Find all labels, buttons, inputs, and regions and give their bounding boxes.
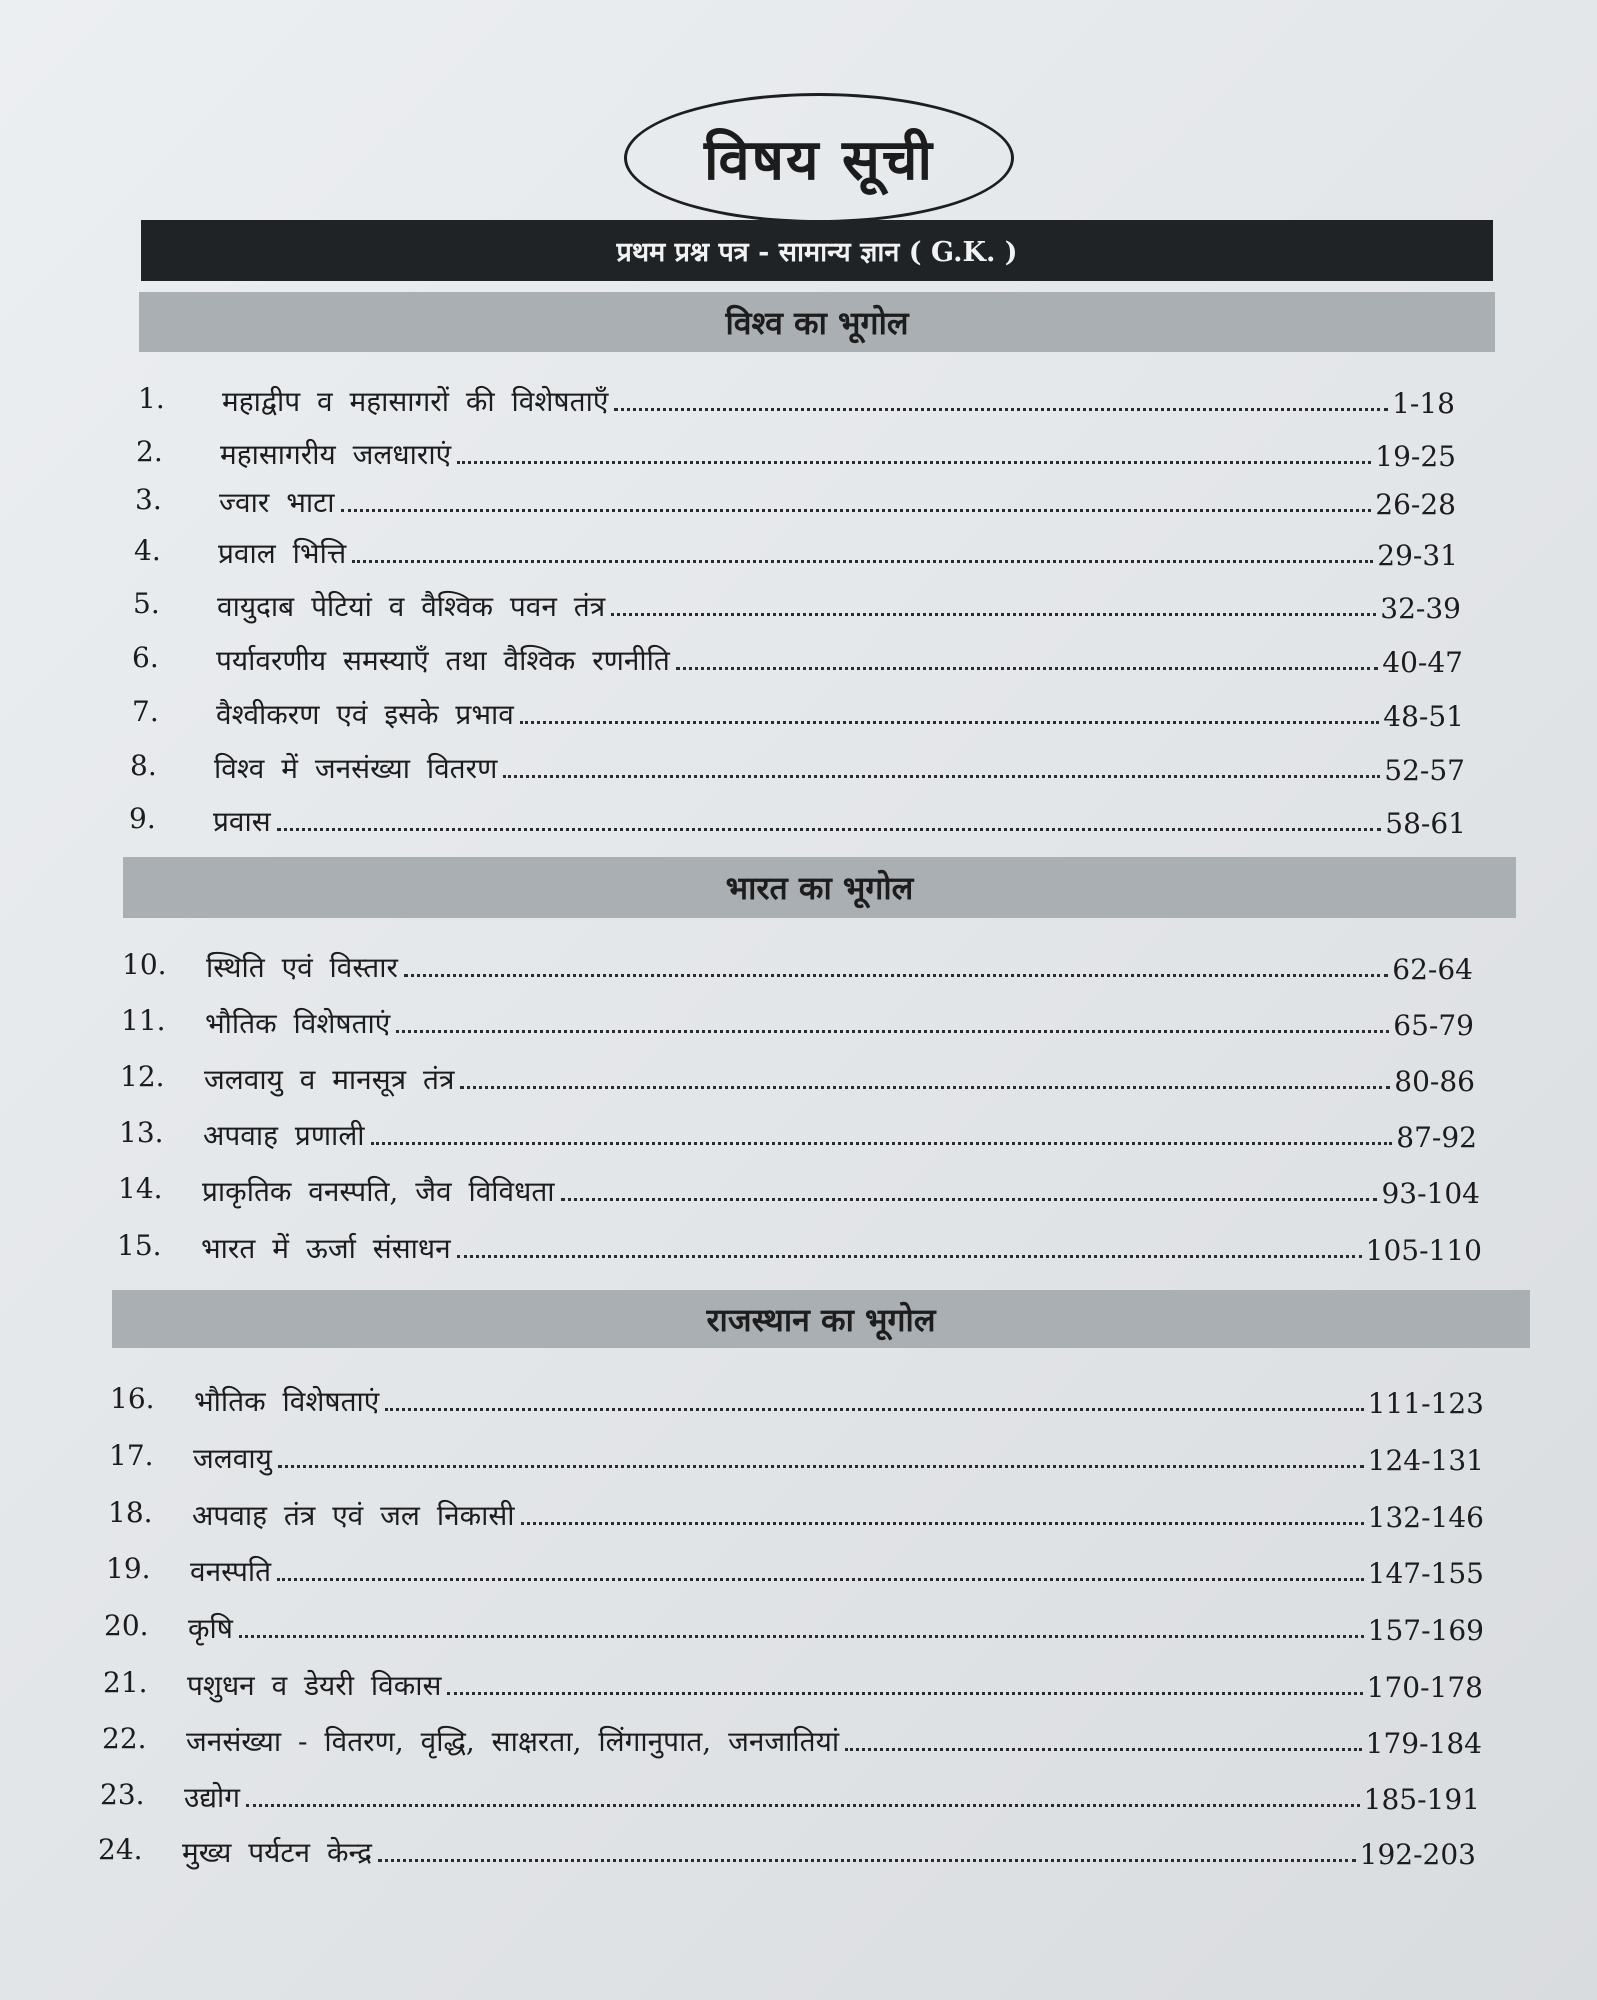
entry-pages: 26-28 bbox=[1375, 488, 1456, 521]
entry-number: 21. bbox=[103, 1666, 148, 1699]
toc-entry[interactable] bbox=[102, 1716, 1482, 1760]
entry-number: 16. bbox=[110, 1382, 155, 1415]
dot-leader bbox=[845, 1748, 1362, 1751]
toc-entry[interactable] bbox=[98, 1827, 1476, 1871]
dot-leader bbox=[371, 1142, 1393, 1145]
entry-pages: 1-18 bbox=[1392, 387, 1455, 420]
entry-pages: 80-86 bbox=[1394, 1065, 1475, 1098]
entry-title: जनसंख्या - वितरण, वृद्धि, साक्षरता, लिंगानुपात, जनजातियां bbox=[186, 1725, 840, 1758]
dot-leader bbox=[239, 1635, 1364, 1638]
dot-leader bbox=[447, 1692, 1362, 1695]
entry-number: 18. bbox=[108, 1496, 153, 1529]
dot-leader bbox=[561, 1198, 1378, 1201]
dot-leader bbox=[614, 408, 1388, 411]
dot-leader bbox=[378, 1859, 1356, 1862]
entry-pages: 62-64 bbox=[1392, 953, 1473, 986]
entry-pages: 87-92 bbox=[1396, 1121, 1477, 1154]
dot-leader bbox=[521, 1522, 1364, 1525]
section-heading-india: भारत का भूगोल bbox=[123, 857, 1516, 918]
entry-title: उद्योग bbox=[184, 1781, 241, 1814]
entry-number: 13. bbox=[119, 1116, 164, 1149]
entry-title: ज्वार भाटा bbox=[219, 486, 335, 519]
toc-entry[interactable] bbox=[106, 1546, 1484, 1590]
section-heading-world: विश्व का भूगोल bbox=[139, 292, 1495, 352]
entry-title: वनस्पति bbox=[190, 1555, 272, 1588]
toc-entry[interactable] bbox=[118, 1166, 1480, 1210]
entry-pages: 40-47 bbox=[1382, 646, 1463, 679]
entry-pages: 185-191 bbox=[1363, 1783, 1480, 1816]
toc-entry[interactable] bbox=[117, 1223, 1482, 1267]
toc-entry[interactable] bbox=[132, 689, 1464, 733]
entry-number: 5. bbox=[133, 587, 160, 620]
entry-title: विश्व में जनसंख्या वितरण bbox=[214, 752, 498, 785]
toc-entry[interactable] bbox=[119, 1110, 1477, 1154]
entry-pages: 52-57 bbox=[1384, 754, 1465, 787]
toc-entry[interactable] bbox=[133, 581, 1461, 625]
entry-pages: 147-155 bbox=[1367, 1557, 1484, 1590]
dot-leader bbox=[341, 509, 1372, 512]
entry-pages: 65-79 bbox=[1393, 1009, 1474, 1042]
entry-title: जलवायु व मानसूत्र तंत्र bbox=[204, 1063, 455, 1096]
entry-title: वायुदाब पेटियां व वैश्विक पवन तंत्र bbox=[217, 590, 606, 623]
entry-number: 3. bbox=[135, 483, 162, 516]
entry-number: 1. bbox=[138, 382, 165, 415]
entry-pages: 179-184 bbox=[1365, 1727, 1482, 1760]
entry-title: महाद्वीप व महासागरों की विशेषताएँ bbox=[222, 385, 609, 418]
entry-pages: 192-203 bbox=[1359, 1838, 1476, 1871]
entry-title: वैश्वीकरण एवं इसके प्रभाव bbox=[216, 698, 514, 731]
entry-title: भारत में ऊर्जा संसाधन bbox=[201, 1232, 451, 1265]
toc-entry[interactable] bbox=[122, 942, 1473, 986]
entry-number: 7. bbox=[132, 695, 159, 728]
entry-title: पर्यावरणीय समस्याएँ तथा वैश्विक रणनीति bbox=[216, 644, 670, 677]
entry-pages: 48-51 bbox=[1383, 700, 1464, 733]
entry-title: पशुधन व डेयरी विकास bbox=[187, 1669, 442, 1702]
entry-title: मुख्य पर्यटन केन्द्र bbox=[182, 1836, 372, 1869]
toc-entry[interactable] bbox=[130, 743, 1465, 787]
entry-pages: 19-25 bbox=[1375, 440, 1456, 473]
entry-number: 8. bbox=[130, 749, 157, 782]
page-title: विषय सूची bbox=[624, 93, 1014, 223]
toc-entry[interactable] bbox=[138, 376, 1455, 420]
dot-leader bbox=[396, 1030, 1389, 1033]
entry-pages: 124-131 bbox=[1367, 1444, 1484, 1477]
entry-number: 2. bbox=[136, 435, 163, 468]
toc-entry[interactable] bbox=[109, 1433, 1484, 1477]
entry-number: 10. bbox=[122, 948, 167, 981]
dot-leader bbox=[246, 1804, 1360, 1807]
entry-pages: 105-110 bbox=[1365, 1234, 1482, 1267]
toc-entry[interactable] bbox=[104, 1603, 1484, 1647]
entry-number: 22. bbox=[102, 1722, 147, 1755]
entry-pages: 32-39 bbox=[1380, 592, 1461, 625]
dot-leader bbox=[460, 1086, 1390, 1089]
entry-number: 6. bbox=[132, 641, 159, 674]
entry-number: 15. bbox=[117, 1229, 162, 1262]
toc-entry[interactable] bbox=[136, 429, 1456, 473]
entry-title: जलवायु bbox=[193, 1442, 272, 1475]
toc-entry[interactable] bbox=[120, 1054, 1475, 1098]
entry-number: 19. bbox=[106, 1552, 151, 1585]
entry-title: स्थिति एवं विस्तार bbox=[206, 951, 398, 984]
entry-number: 11. bbox=[121, 1004, 166, 1037]
entry-pages: 58-61 bbox=[1385, 807, 1466, 840]
entry-title: कृषि bbox=[188, 1612, 233, 1645]
entry-number: 17. bbox=[109, 1439, 154, 1472]
toc-entry[interactable] bbox=[134, 528, 1458, 572]
dot-leader bbox=[277, 828, 1382, 831]
toc-entry[interactable] bbox=[110, 1376, 1484, 1420]
section-heading-rajasthan: राजस्थान का भूगोल bbox=[112, 1290, 1530, 1348]
dot-leader bbox=[457, 461, 1371, 464]
entry-number: 4. bbox=[134, 534, 161, 567]
dot-leader bbox=[520, 721, 1379, 724]
entry-number: 20. bbox=[104, 1609, 149, 1642]
entry-title: प्रवास bbox=[213, 805, 271, 838]
paper-banner: प्रथम प्रश्न पत्र - सामान्य ज्ञान ( G.K. ) bbox=[141, 220, 1493, 281]
toc-entry[interactable] bbox=[100, 1772, 1480, 1816]
entry-pages: 111-123 bbox=[1367, 1387, 1484, 1420]
dot-leader bbox=[278, 1465, 1364, 1468]
toc-entry[interactable] bbox=[135, 477, 1456, 521]
toc-entry[interactable] bbox=[108, 1490, 1484, 1534]
entry-number: 9. bbox=[129, 802, 156, 835]
dot-leader bbox=[676, 667, 1378, 670]
dot-leader bbox=[404, 974, 1388, 977]
entry-number: 23. bbox=[100, 1778, 145, 1811]
entry-title: महासागरीय जलधाराएं bbox=[220, 438, 452, 471]
dot-leader bbox=[277, 1578, 1364, 1581]
entry-number: 12. bbox=[120, 1060, 165, 1093]
toc-entry[interactable] bbox=[129, 796, 1466, 840]
dot-leader bbox=[352, 560, 1373, 563]
toc-entry[interactable] bbox=[132, 635, 1463, 679]
entry-title: भौतिक विशेषताएं bbox=[205, 1007, 391, 1040]
dot-leader bbox=[457, 1255, 1362, 1258]
entry-title: प्राकृतिक वनस्पति, जैव विविधता bbox=[202, 1175, 555, 1208]
dot-leader bbox=[503, 775, 1380, 778]
entry-number: 14. bbox=[118, 1172, 163, 1205]
toc-entry[interactable] bbox=[103, 1660, 1483, 1704]
entry-number: 24. bbox=[98, 1833, 143, 1866]
entry-title: भौतिक विशेषताएं bbox=[194, 1385, 380, 1418]
toc-entry[interactable] bbox=[121, 998, 1474, 1042]
entry-pages: 157-169 bbox=[1367, 1614, 1484, 1647]
entry-title: अपवाह तंत्र एवं जल निकासी bbox=[192, 1499, 515, 1532]
dot-leader bbox=[611, 613, 1376, 616]
entry-pages: 170-178 bbox=[1366, 1671, 1483, 1704]
entry-pages: 132-146 bbox=[1367, 1501, 1484, 1534]
dot-leader bbox=[385, 1408, 1363, 1411]
entry-title: अपवाह प्रणाली bbox=[203, 1119, 365, 1152]
entry-title: प्रवाल भित्ति bbox=[218, 537, 347, 570]
entry-pages: 29-31 bbox=[1377, 539, 1458, 572]
entry-pages: 93-104 bbox=[1381, 1177, 1480, 1210]
